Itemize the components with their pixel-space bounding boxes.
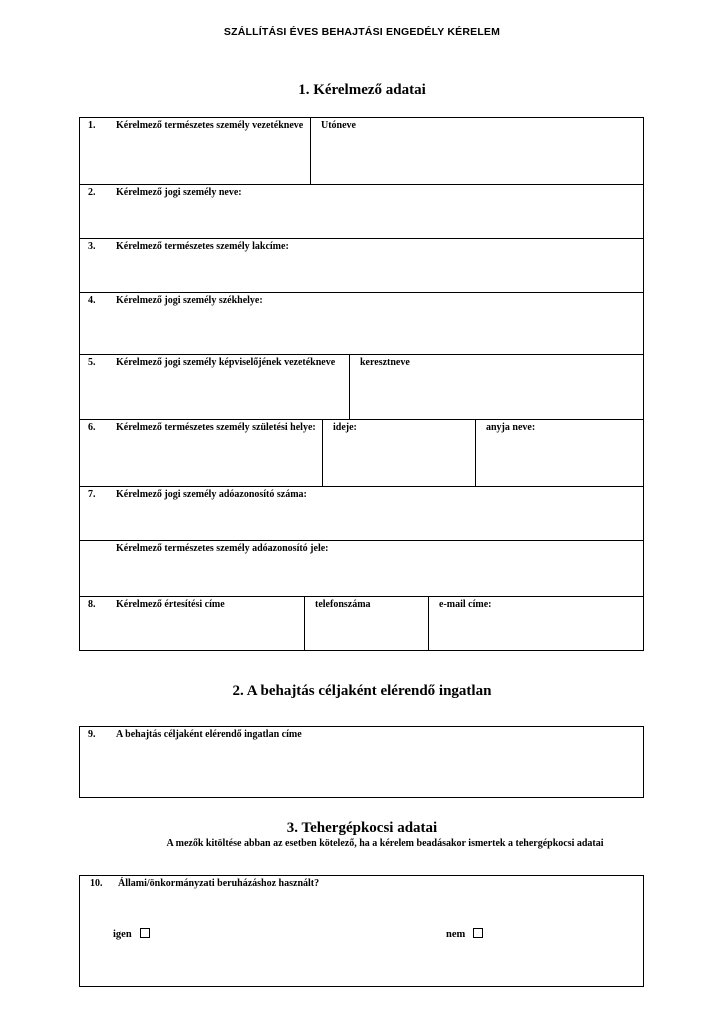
- truck-data-form: [79, 875, 644, 987]
- field-label: anyja neve:: [486, 422, 536, 433]
- field-label: Kérelmező jogi személy neve:: [116, 187, 242, 198]
- section-2-title: 2. A behajtás céljaként elérendő ingatlan: [232, 683, 492, 699]
- field-label: Kérelmező természetes személy lakcíme:: [116, 241, 289, 252]
- form-row-7b: [80, 540, 643, 596]
- phone-field[interactable]: [304, 597, 428, 650]
- notification-address-field[interactable]: [80, 597, 304, 650]
- field-label: A behajtás céljaként elérendő ingatlan címe: [116, 729, 302, 740]
- field-label: Utóneve: [321, 120, 356, 131]
- form-row-9: [80, 727, 643, 797]
- field-label: keresztneve: [360, 357, 410, 368]
- checkbox-no[interactable]: [473, 928, 483, 938]
- property-address-field[interactable]: [80, 727, 643, 797]
- mother-name-field[interactable]: [475, 420, 643, 486]
- row-number: 7.: [88, 489, 96, 500]
- row-number: 6.: [88, 422, 96, 433]
- field-label: Állami/önkormányzati beruházáshoz használt?: [118, 878, 320, 889]
- property-form: [79, 726, 644, 798]
- form-row-1: [80, 118, 643, 184]
- field-label: Kérelmező jogi személy adóazonosító száma:: [116, 489, 307, 500]
- form-row-8: [80, 596, 643, 650]
- field-label: Kérelmező természetes személy vezetékneve: [116, 120, 304, 131]
- field-label: Kérelmező értesítési címe: [116, 599, 225, 610]
- surname-field[interactable]: [80, 118, 310, 184]
- section-3-note: A mezők kitöltése abban az esetben kötelező, ha a kérelem beadásakor ismertek a tehergépkocsi adatai: [166, 838, 604, 849]
- form-row-3: [80, 238, 643, 292]
- applicant-data-form: [79, 117, 644, 651]
- field-label: Kérelmező természetes személy születési helye:: [116, 422, 316, 433]
- row-number: 9.: [88, 729, 96, 740]
- row-number: 8.: [88, 599, 96, 610]
- legal-entity-name-field[interactable]: [80, 185, 643, 238]
- form-row-7: [80, 486, 643, 540]
- section-1-title: 1. Kérelmező adatai: [298, 82, 426, 98]
- birth-date-field[interactable]: [322, 420, 475, 486]
- tax-id-field[interactable]: [80, 541, 643, 596]
- field-label: Kérelmező jogi személy képviselőjének vezetékneve: [116, 357, 336, 368]
- form-row-10: [80, 876, 643, 986]
- option-no-label: nem: [446, 929, 466, 940]
- tax-number-field[interactable]: [80, 487, 643, 540]
- form-row-5: [80, 354, 643, 419]
- option-yes[interactable]: [113, 928, 150, 941]
- row-number: 4.: [88, 295, 96, 306]
- email-field[interactable]: [428, 597, 643, 650]
- field-label: Kérelmező jogi személy székhelye:: [116, 295, 263, 306]
- field-label: telefonszáma: [315, 599, 371, 610]
- birthplace-field[interactable]: [80, 420, 322, 486]
- form-row-4: [80, 292, 643, 354]
- form-row-6: [80, 419, 643, 486]
- row-number: 5.: [88, 357, 96, 368]
- checkbox-yes[interactable]: [140, 928, 150, 938]
- registered-seat-field[interactable]: [80, 293, 643, 354]
- form-row-2: [80, 184, 643, 238]
- representative-given-name-field[interactable]: [349, 355, 643, 419]
- row-number: 2.: [88, 187, 96, 198]
- representative-surname-field[interactable]: [80, 355, 349, 419]
- row-number: 1.: [88, 120, 96, 131]
- public-investment-field: [80, 876, 643, 986]
- section-3-title: 3. Tehergépkocsi adatai: [286, 820, 438, 836]
- option-yes-label: igen: [113, 929, 132, 940]
- field-label: e-mail címe:: [439, 599, 492, 610]
- field-label: ideje:: [333, 422, 357, 433]
- field-label: Kérelmező természetes személy adóazonosító jele:: [116, 543, 329, 554]
- row-number: 3.: [88, 241, 96, 252]
- given-name-field[interactable]: [310, 118, 643, 184]
- option-no[interactable]: [446, 928, 483, 941]
- document-title: SZÁLLÍTÁSI ÉVES BEHAJTÁSI ENGEDÉLY KÉRELEM: [223, 26, 501, 38]
- row-number: 10.: [90, 878, 103, 889]
- residence-address-field[interactable]: [80, 239, 643, 292]
